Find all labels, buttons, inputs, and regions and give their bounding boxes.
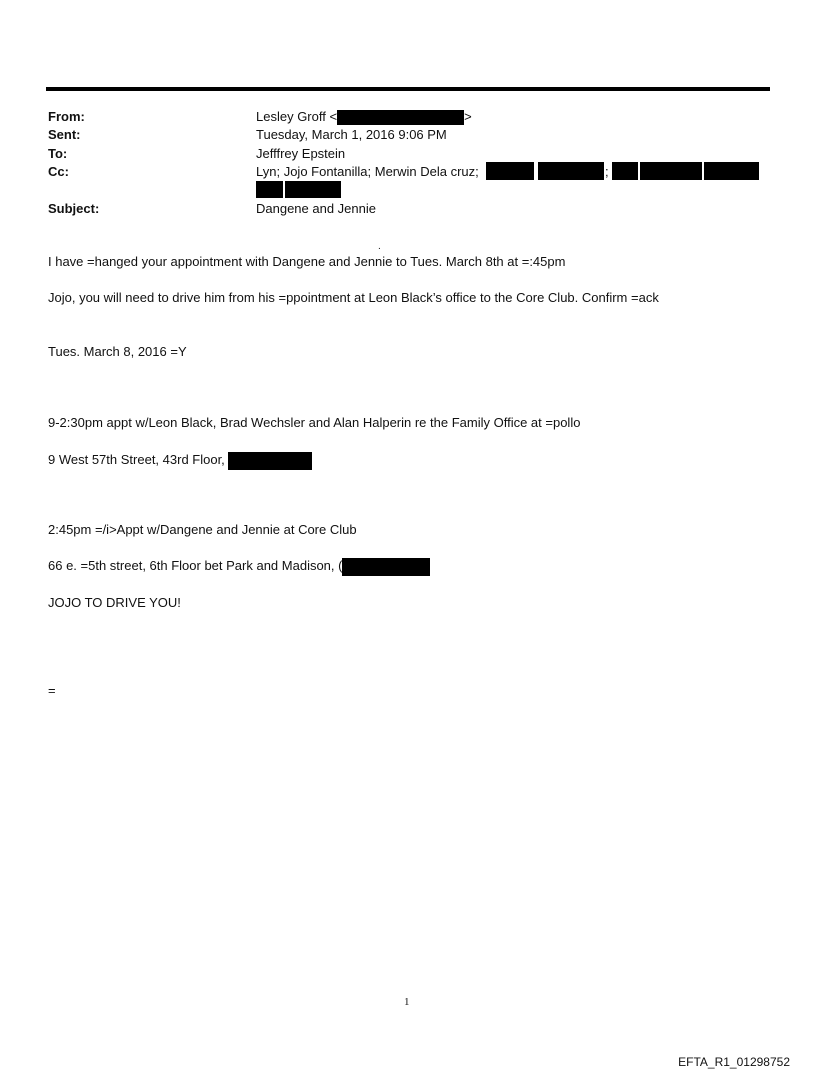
redaction-block — [486, 162, 534, 180]
from-name: Lesley Groff < — [256, 109, 338, 124]
cc-value: Lyn; Jojo Fontanilla; Merwin Dela cruz; — [256, 164, 479, 179]
body-line-6: 2:45pm =/i>Appt w/Dangene and Jennie at Core Club — [48, 522, 357, 537]
bates-number: EFTA_R1_01298752 — [678, 1055, 790, 1069]
redaction-block — [640, 162, 702, 180]
cc-separator: ; — [605, 164, 609, 179]
sent-label: Sent: — [48, 127, 81, 142]
redaction-block — [612, 162, 638, 180]
cc-label: Cc: — [48, 164, 69, 179]
body-line-4: 9-2:30pm appt w/Leon Black, Brad Wechsler and Alan Halperin re the Family Office at =pollo — [48, 415, 581, 430]
sent-value: Tuesday, March 1, 2016 9:06 PM — [256, 127, 447, 142]
body-line-9: = — [48, 683, 56, 698]
body-line-3: Tues. March 8, 2016 =Y — [48, 344, 187, 359]
subject-label: Subject: — [48, 201, 100, 216]
from-value — [256, 108, 472, 126]
page-number: 1 — [404, 996, 410, 1008]
body-line-7 — [48, 557, 430, 576]
redaction-block — [538, 162, 604, 180]
body-line-2: Jojo, you will need to drive him from his =ppointment at Leon Black’s office to the Core Club. Confirm =ack — [48, 290, 659, 305]
address-text: 66 e. =5th street, 6th Floor bet Park and Madison, ( — [48, 558, 343, 573]
to-value: Jefffrey Epstein — [256, 146, 346, 161]
stray-dot: . — [378, 241, 381, 252]
body-line-1: I have =hanged your appointment with Dangene and Jennie to Tues. March 8th at =:45pm — [48, 254, 566, 269]
from-suffix: > — [464, 109, 472, 124]
body-line-8: JOJO TO DRIVE YOU! — [48, 595, 181, 610]
body-line-5 — [48, 451, 312, 470]
subject-value: Dangene and Jennie — [256, 201, 376, 216]
redaction-block — [285, 181, 341, 198]
from-label: From: — [48, 109, 85, 124]
redaction-block — [228, 452, 312, 470]
header-rule — [46, 87, 770, 91]
redaction-block — [337, 110, 464, 125]
redaction-block — [342, 558, 430, 576]
redaction-block — [704, 162, 759, 180]
redaction-block — [256, 181, 283, 198]
to-label: To: — [48, 146, 68, 161]
address-text: 9 West 57th Street, 43rd Floor, — [48, 452, 225, 467]
